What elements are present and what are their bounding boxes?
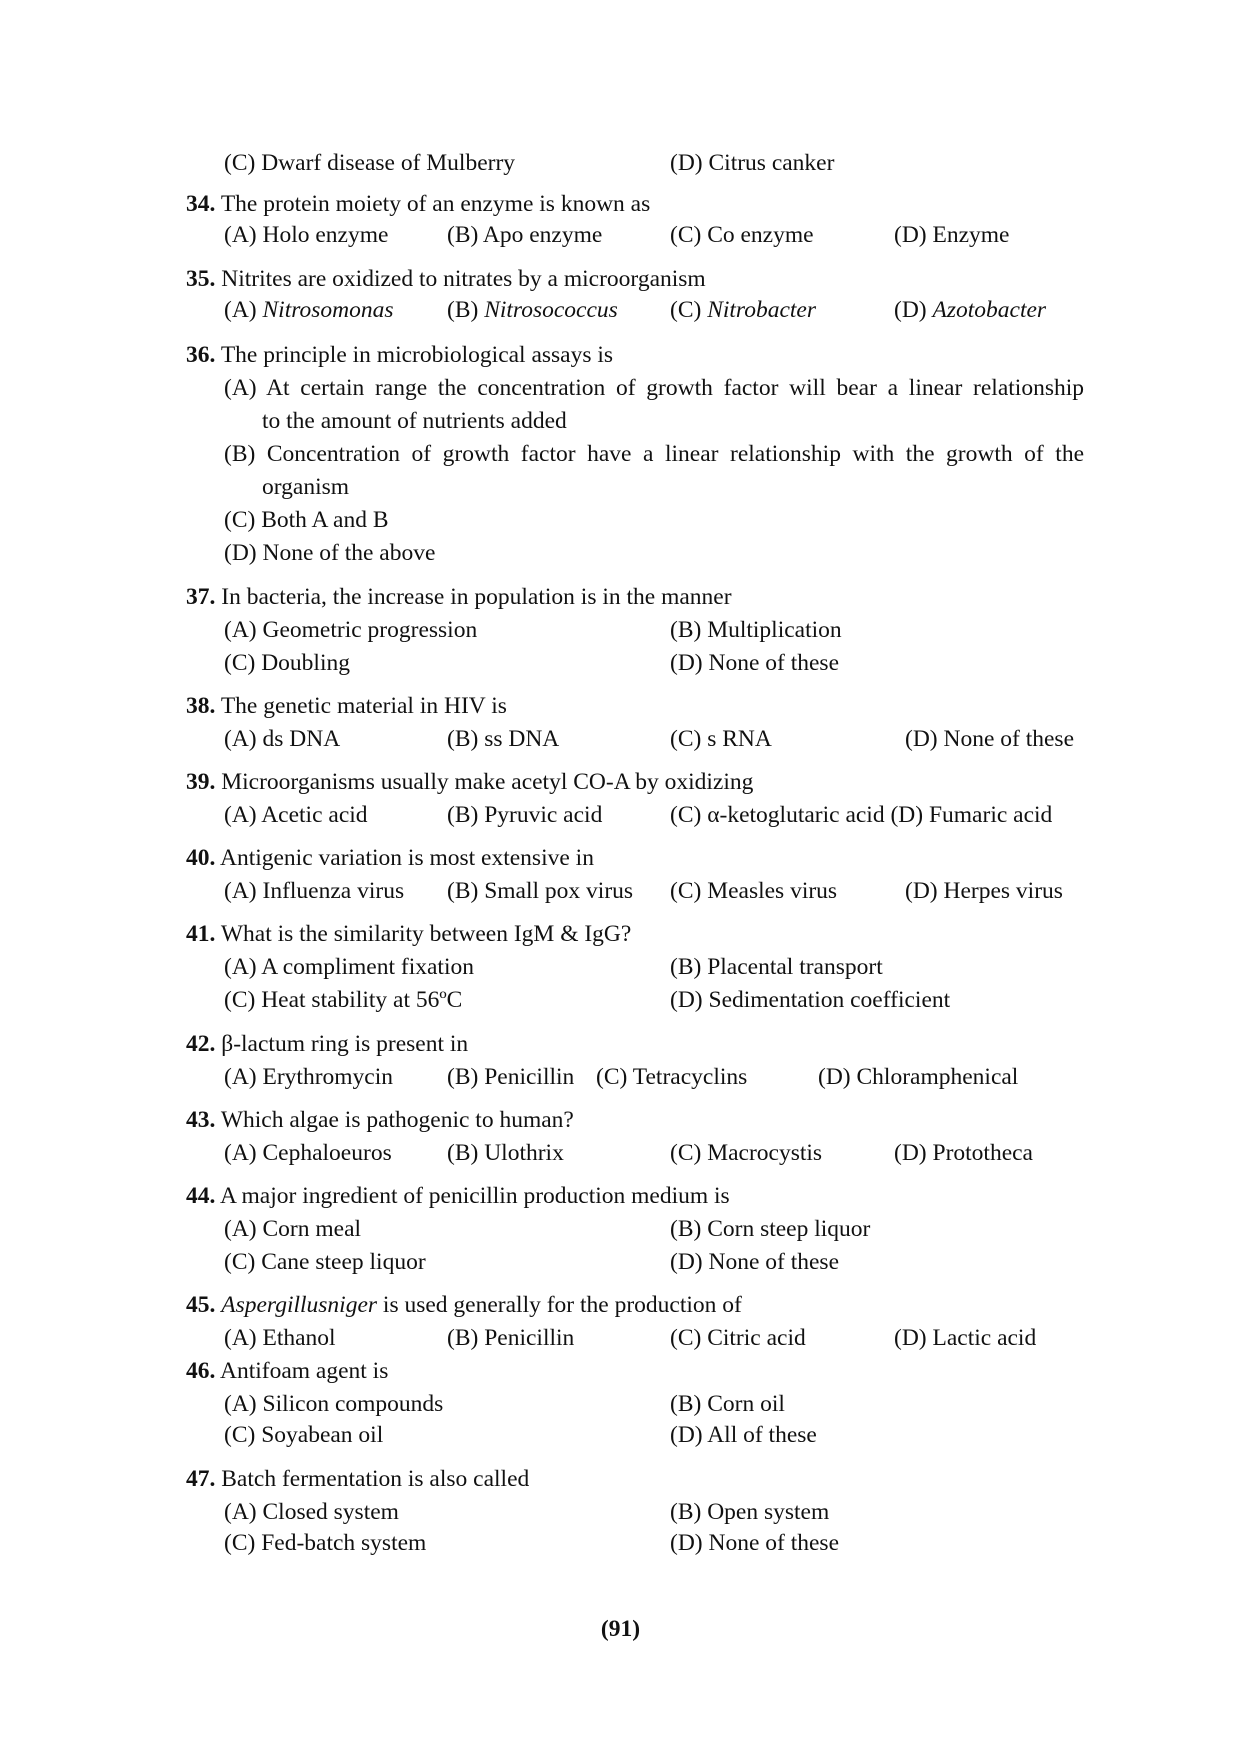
question-35 xyxy=(186,264,706,294)
option-b: (B) Nitrosococcus xyxy=(447,297,618,323)
option-d: (D) Herpes virus xyxy=(905,878,1063,904)
option-d: (D) None of the above xyxy=(224,540,436,566)
option-c: (C) Both A and B xyxy=(224,507,389,533)
question-37 xyxy=(186,582,732,612)
question-39 xyxy=(186,767,753,797)
question-44 xyxy=(186,1181,730,1211)
option-a: (A) ds DNA xyxy=(224,726,341,752)
option-d: (D) None of these xyxy=(670,1530,840,1556)
question-text: The genetic material in HIV is xyxy=(220,693,507,719)
option-b: (B) Corn steep liquor xyxy=(670,1216,871,1242)
question-number: 43. xyxy=(186,1107,216,1133)
option-a: (A) Ethanol xyxy=(224,1325,336,1351)
option-c: (C) Soyabean oil xyxy=(224,1422,384,1448)
option-d: (D) Chloramphenical xyxy=(818,1064,1019,1090)
question-text: The principle in microbiological assays is xyxy=(220,342,614,368)
option-b: (B) ss DNA xyxy=(447,726,560,752)
option-d: (D) Azotobacter xyxy=(894,297,1047,323)
option-c: (C) Nitrobacter xyxy=(670,297,816,323)
question-number: 40. xyxy=(186,845,216,871)
question-40 xyxy=(186,843,594,873)
option-c: (C) Dwarf disease of Mulberry xyxy=(224,150,516,176)
question-text: Antigenic variation is most extensive in xyxy=(219,845,594,871)
option-b: (B) Corn oil xyxy=(670,1391,785,1417)
question-number: 47. xyxy=(186,1466,216,1492)
option-a: (A) Cephaloeuros xyxy=(224,1140,392,1166)
question-41 xyxy=(186,919,631,949)
option-b: (B) Concentration of growth factor have a linear relationship with the growth of the xyxy=(224,441,1084,467)
question-number: 34. xyxy=(186,191,216,217)
question-45 xyxy=(186,1290,742,1320)
option-d: (D) Citrus canker xyxy=(670,150,835,176)
question-number: 39. xyxy=(186,769,216,795)
page-number: (91) xyxy=(600,1616,641,1642)
option-a: (A) A compliment fixation xyxy=(224,954,474,980)
question-34 xyxy=(186,189,650,219)
option-b: (B) Apo enzyme xyxy=(447,222,603,248)
question-number: 38. xyxy=(186,693,216,719)
option-c: (C) Macrocystis xyxy=(670,1140,823,1166)
question-46 xyxy=(186,1356,388,1386)
question-43 xyxy=(186,1105,574,1135)
question-number: 37. xyxy=(186,584,216,610)
question-text: A major ingredient of penicillin production medium is xyxy=(219,1183,730,1209)
option-d: (D) Sedimentation coefficient xyxy=(670,987,951,1013)
question-text: Nitrites are oxidized to nitrates by a microorganism xyxy=(221,266,706,292)
question-number: 45. xyxy=(186,1292,216,1318)
option-b: (B) Multiplication xyxy=(670,617,842,643)
option-d: (D) None of these xyxy=(670,1249,840,1275)
option-a: (A) Holo enzyme xyxy=(224,222,389,248)
option-c: (C) Tetracyclins xyxy=(596,1064,748,1090)
question-text: In bacteria, the increase in population is in the manner xyxy=(221,584,732,610)
option-d: (D) Enzyme xyxy=(894,222,1010,248)
option-b-continued: organism xyxy=(262,474,350,500)
option-d: (D) None of these xyxy=(670,650,840,676)
option-a-continued: to the amount of nutrients added xyxy=(262,408,567,434)
option-c: (C) Heat stability at 56ºC xyxy=(224,987,463,1013)
option-c-d: (C) α-ketoglutaric acid (D) Fumaric acid xyxy=(670,802,1053,828)
question-36 xyxy=(186,340,613,370)
question-text: Which algae is pathogenic to human? xyxy=(220,1107,574,1133)
option-b: (B) Small pox virus xyxy=(447,878,634,904)
option-a: (A) Erythromycin xyxy=(224,1064,394,1090)
question-text: β-lactum ring is present in xyxy=(221,1031,469,1057)
question-47 xyxy=(186,1464,529,1494)
question-number: 44. xyxy=(186,1183,216,1209)
question-text: The protein moiety of an enzyme is known as xyxy=(220,191,651,217)
option-d: (D) Prototheca xyxy=(894,1140,1033,1166)
organism-name: Aspergillusniger xyxy=(221,1292,378,1318)
question-42 xyxy=(186,1029,468,1059)
question-number: 46. xyxy=(186,1358,216,1384)
option-b: (B) Pyruvic acid xyxy=(447,802,603,828)
option-c: (C) Co enzyme xyxy=(670,222,814,248)
option-d: (D) Lactic acid xyxy=(894,1325,1037,1351)
option-a: (A) Silicon compounds xyxy=(224,1391,444,1417)
option-a: (A) Geometric progression xyxy=(224,617,478,643)
option-d: (D) All of these xyxy=(670,1422,817,1448)
option-a: (A) At certain range the concentration of growth factor will bear a linear relationship xyxy=(224,375,1084,401)
question-number: 41. xyxy=(186,921,216,947)
option-b: (B) Penicillin xyxy=(447,1325,575,1351)
question-number: 42. xyxy=(186,1031,216,1057)
question-text: is used generally for the production of xyxy=(377,1292,742,1318)
question-number: 36. xyxy=(186,342,216,368)
option-b: (B) Open system xyxy=(670,1499,830,1525)
option-a: (A) Corn meal xyxy=(224,1216,362,1242)
question-38 xyxy=(186,691,507,721)
question-text: What is the similarity between IgM & IgG? xyxy=(220,921,632,947)
option-c: (C) Fed-batch system xyxy=(224,1530,427,1556)
question-number: 35. xyxy=(186,266,216,292)
option-a: (A) Influenza virus xyxy=(224,878,405,904)
option-c: (C) s RNA xyxy=(670,726,772,752)
option-b: (B) Penicillin xyxy=(447,1064,575,1090)
option-c: (C) Cane steep liquor xyxy=(224,1249,426,1275)
question-text: Batch fermentation is also called xyxy=(221,1466,530,1492)
option-b: (B) Placental transport xyxy=(670,954,883,980)
option-a: (A) Closed system xyxy=(224,1499,399,1525)
option-c: (C) Measles virus xyxy=(670,878,838,904)
option-a: (A) Nitrosomonas xyxy=(224,297,394,323)
option-c: (C) Doubling xyxy=(224,650,350,676)
question-text: Antifoam agent is xyxy=(219,1358,389,1384)
option-d: (D) None of these xyxy=(905,726,1075,752)
option-a: (A) Acetic acid xyxy=(224,802,368,828)
option-c: (C) Citric acid xyxy=(670,1325,806,1351)
option-b: (B) Ulothrix xyxy=(447,1140,564,1166)
question-text: Microorganisms usually make acetyl CO-A by oxidizing xyxy=(221,769,754,795)
